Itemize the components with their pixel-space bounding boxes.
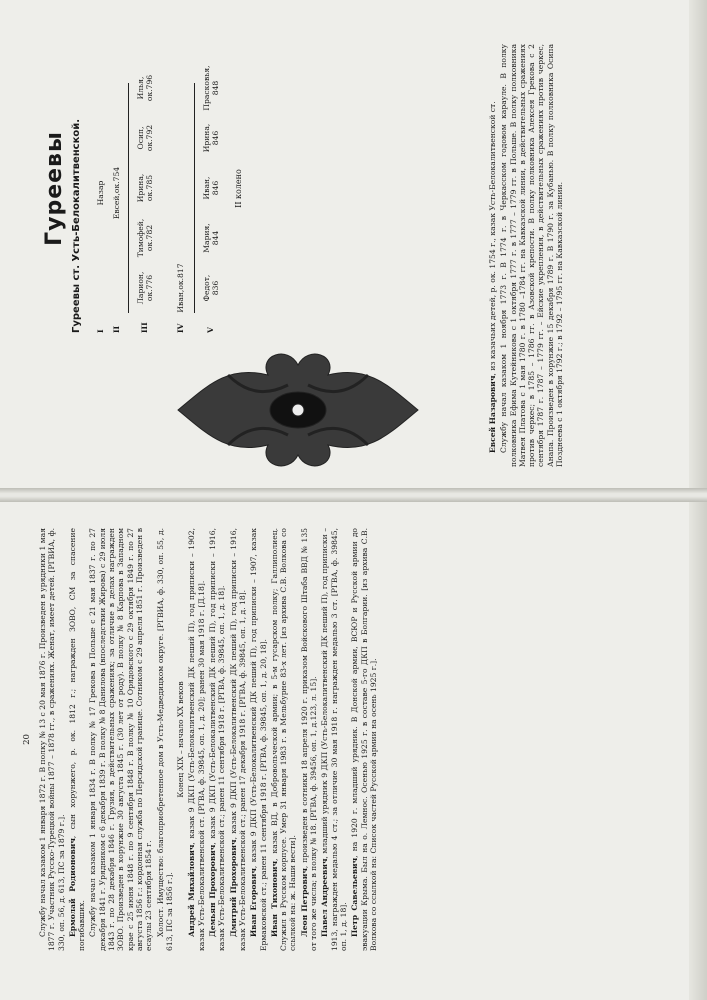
page-number: 20 bbox=[22, 734, 32, 745]
book-spine bbox=[0, 488, 707, 502]
tree-connector bbox=[194, 83, 195, 313]
text-paragraph bbox=[249, 528, 268, 951]
generation-label: I bbox=[96, 329, 105, 333]
person-name: Андрей Михайлович bbox=[187, 844, 197, 937]
text-paragraph bbox=[156, 528, 175, 951]
paragraph-text: , казак 9 ДКП (Усть-Белокалитвенский ДК пеший П), год приписки – 1916, казак Усть-Белокалитвенской ст.; ранен 11 сентября 1918 г. [РГВА, ф. 39845, оп. 1, д. 18]. bbox=[208, 528, 227, 951]
paragraph-text: , младший урядник 9 ДКП (Усть-Белокалитвенский ДК пеший П), год приписки – 1913, награжден медалью 4 ст.; за отличие 30 мая 1918 г. награжден медалью 3 ст. [РГВА, ф. 39845, оп. 1, д. 18]. bbox=[320, 528, 348, 951]
paragraph-text: , казак 9 ДКП (Усть-Белокалитвенский ДК пеший П), год приписки – 1916, казак Усть-Белокалитвенской ст.; ранен 17 декабря 1918 г. [РГВА, ф. 39845, оп. 1, д. 18]. bbox=[228, 528, 247, 951]
text-paragraph bbox=[68, 528, 87, 951]
person-name: Павел Андреевич bbox=[320, 858, 330, 937]
paragraph-text: , казак 9 ДКП (Усть-Белокалитвенский ДК пеший П), год приписки – 1902, казак Усть-Белокалитвенской ст. [РГВА, ф. 39845, оп. 1, д. 20]; ранен 30 мая 1918 г. [Д.18]. bbox=[187, 528, 206, 951]
tree-person: Тимофей, ок.782 bbox=[136, 218, 154, 258]
paragraph-text: , казак ВД, в Добровольческой армии; в 5-м гусарском полку; Галлиполиец. Служил в Русском корпусе. Умер 31 января 1983 г. в Мельбурне 83-х лет. [из архива С.В. Волкова со ссылкой на: ж. Наши вести]. bbox=[269, 527, 298, 951]
tree-person: Федот, 836 bbox=[202, 274, 220, 302]
text-paragraph bbox=[187, 528, 206, 951]
person-name: Петр Савельевич bbox=[350, 857, 360, 937]
paragraph-text: Холост. Имущество: благоприобретенное дом в Усть-Медведицком округе. [РГВИА, ф. 330, оп. 55, д. 613, ПС за 1856 г.]. bbox=[155, 528, 174, 951]
paragraph-text: , сын хорунжего, р. ок. 1812 г.; награжден ЗОВО, СМ за спасение погибавших. bbox=[67, 528, 87, 951]
paragraph-text: , на 1920 г. младший урядник. В Донской армии, ВСЮР и Русской армии до эвакуации Крыма. Был на о. Лемнос. Осенью 1925 г. в составе 5-го ДКП в Болгарии. [из архива С.В. Волкова со ссылкой на: Список частей Русской армии на осень 1925 г.]. bbox=[350, 528, 378, 951]
tree-connector bbox=[128, 83, 129, 313]
family-tree bbox=[88, 44, 288, 333]
paragraph-text: Службу начал казаком 1 января 1872 г. В полку № 13 с 20 мая 1876 г. Произведен в урядники 1 мая 1877 г. Участник Русско-Турецкой войны 1877 – 1878 гг., в сражениях. Женат, имеет детей. [РГВИА, ф. 330, оп. 56, д. 613, ПС за 1879 г.]. bbox=[38, 528, 66, 951]
paragraph-text: , произведен в сотники 18 апреля 1920 г. приказом Войскового Штаба ВВД № 135 от того же числа; в полку № 18. [РГВА, ф. 39456, оп. 1, д.123, л. 15]. bbox=[299, 528, 319, 951]
genealogy-section bbox=[38, 44, 288, 333]
tree-person: Ирина, 846 bbox=[202, 123, 220, 153]
paragraph-text: , казак 9 ДКП (Усть-Белокалитвенский ДК пеший П), год приписки – 1907, казак Ермаковской ст.; ранен 11 сентября 1918 г. [РГВА, ф. 39845, оп. 1, д. 20, 18]. bbox=[249, 528, 268, 951]
generation-label: IV bbox=[176, 323, 185, 333]
paragraph-text: Конец XIX – начало XX веков bbox=[176, 681, 186, 798]
tree-person: Иван, 846 bbox=[202, 176, 220, 200]
tree-person: Прасковья, 848 bbox=[202, 65, 220, 111]
knee-label: II колено bbox=[234, 169, 243, 208]
generation-label: II bbox=[112, 325, 121, 333]
person-name: Дмитрий Прохорович bbox=[228, 839, 238, 937]
text-paragraph bbox=[320, 528, 348, 951]
tree-person: Ирина, ок.785 bbox=[136, 173, 154, 203]
text-paragraph bbox=[300, 528, 319, 951]
person-description: , из казачьих детей, р. ок. 1754 г., казак Усть-Белокалитвенской ст. bbox=[488, 101, 497, 376]
evsey-heading bbox=[488, 44, 497, 467]
person-name: Иван Тихонович bbox=[269, 860, 279, 937]
person-name: Ермолай Родионович bbox=[67, 838, 77, 937]
text-paragraph bbox=[229, 528, 248, 951]
top-page-content bbox=[18, 28, 686, 483]
paragraph-text: Службу начал казаком 1 января 1834 г. В полку № 17 Грекова в Польше с 21 мая 1837 г. по 27 декабря 1841 г. Урядником с 6 декабря 1839 г. В полку № 8 Данилова (впоследствии Жирова) с 29 июля 1843 г. по 28 декабря 1846 г. Грузия, в действительных сражениях; за отличие в делах награжден ЗОВО. Произведен в хорунжие 30 августа 1845 г. (30 лет от роду). В полку № 8 Карпова в Западном крае с 25 июня 1848 г. по 9 сентября 1848 г. В полку № 10 Орядовского с 29 октября 1849 г. по 27 августа 1856 г.: кордонная служба по Персидской границе. Сотником с 29 апреля 1851 г. Произведен в есаулы 23 сентября 1854 г. bbox=[88, 528, 154, 951]
evsey-service-text: Службу начал казаком 1 ноября 1773 г. В 1774 г. в Черкасском годовом карауле. В полку полковника Ефима Кутейникова с 1 октября 1777 г. в 1777 – 1779 гг. в Польше. В полку полковника Матвея Платова с 1 мая 1780 г. в 1780 –1784 гг. на Кавказской линии, в действительных сражениях против черкес; в 1785 – 1786 гг. в Азовской крепости. В полку полковника Алексея Грекова с 2 сентября 1787 г. 1787 – 1779 гг. – Ейские укрепления, в действительных сражениях против черкес, Анапа. Произведен в хорунжие 15 декабря 1789 г. В 1790 г. за Кубанью. В полку полковника Осипа Позднеева с 1 октября 1792 г.; в 1792 – 1795 гг. на Кавказской линии. bbox=[499, 44, 565, 467]
evsey-entry bbox=[488, 44, 566, 467]
tree-person: Илья, ок.796 bbox=[136, 74, 154, 102]
heraldic-ornament-image bbox=[168, 345, 428, 475]
tree-person: Осип, ок.792 bbox=[136, 124, 154, 152]
bottom-page bbox=[18, 512, 686, 967]
tree-person-ivan: Иван,ок.817 bbox=[176, 263, 185, 313]
generation-label: V bbox=[206, 327, 215, 333]
text-paragraph bbox=[270, 528, 298, 951]
family-subtitle: Гуреевы ст. Усть-Белокалитвенской. bbox=[71, 118, 82, 333]
tree-person-nazar: Назар bbox=[96, 180, 105, 206]
bottom-page-content bbox=[18, 512, 686, 967]
text-paragraph bbox=[208, 528, 227, 951]
top-page bbox=[18, 28, 686, 483]
text-paragraph bbox=[38, 528, 66, 951]
person-name: Леон Петрович bbox=[299, 868, 309, 937]
generation-label: III bbox=[140, 322, 149, 333]
text-paragraph bbox=[350, 528, 378, 951]
tree-person: Мария, 844 bbox=[202, 223, 220, 253]
person-name: Иван Егорович bbox=[249, 868, 259, 937]
person-name: Демьян Прохорович bbox=[208, 844, 218, 937]
text-paragraph bbox=[176, 528, 185, 951]
family-title: Гуреевы bbox=[42, 131, 67, 246]
person-name: Евсей Назарович bbox=[488, 375, 497, 453]
tree-person-evsey: Евсей,ок.754 bbox=[112, 166, 121, 220]
text-paragraph bbox=[88, 528, 153, 951]
bottom-page-text bbox=[38, 528, 380, 951]
tree-person: Ларион, ок.776 bbox=[136, 271, 154, 305]
